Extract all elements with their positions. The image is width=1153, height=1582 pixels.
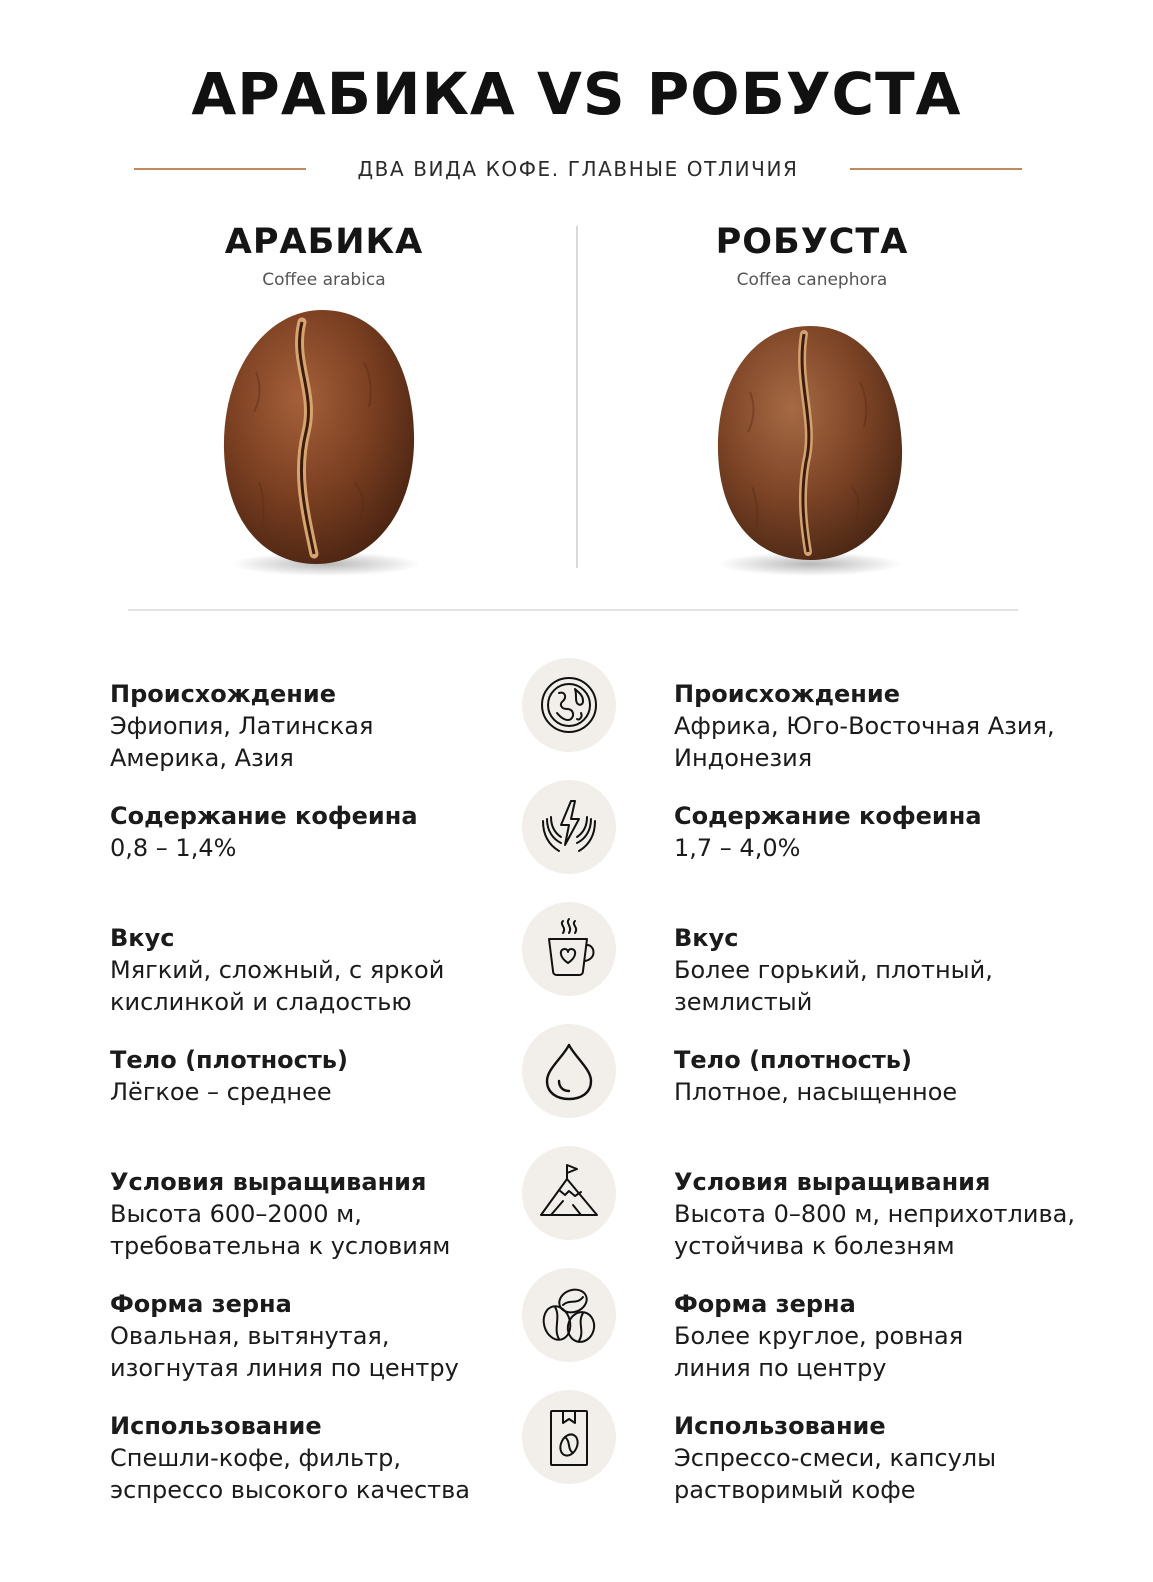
row-value: Высота 0–800 м, неприхотлива, устойчива к болезням	[674, 1200, 1075, 1260]
row-label: Форма зерна	[674, 1290, 856, 1318]
arabica-cell	[110, 1288, 510, 1384]
row-label: Содержание кофеина	[674, 802, 982, 830]
robusta-cell	[674, 1166, 1114, 1262]
row-value: Плотное, насыщенное	[674, 1078, 958, 1106]
row-label: Происхождение	[674, 680, 900, 708]
arabica-cell	[110, 800, 510, 864]
comparison-table	[0, 656, 1153, 1510]
row-value: Мягкий, сложный, с яркой кислинкой и сладостью	[110, 956, 445, 1016]
subtitle-row	[134, 156, 1022, 182]
arabica-latin-name: Coffee arabica	[262, 270, 386, 290]
arabica-cell	[110, 922, 510, 1018]
subtitle-rule-left	[134, 168, 306, 170]
comparison-row	[0, 656, 1153, 778]
row-value: Эфиопия, Латинская Америка, Азия	[110, 712, 374, 772]
row-label: Использование	[674, 1412, 886, 1440]
row-label: Содержание кофеина	[110, 802, 418, 830]
row-value: Высота 600–2000 м, требовательна к условиям	[110, 1200, 451, 1260]
row-value: Более горький, плотный, землистый	[674, 956, 993, 1016]
drop-icon	[522, 1024, 616, 1118]
globe-icon	[522, 658, 616, 752]
comparison-row	[0, 778, 1153, 900]
robusta-cell	[674, 1044, 1114, 1108]
column-divider	[576, 226, 578, 568]
arabica-cell	[110, 1410, 510, 1506]
robusta-name: РОБУСТА	[715, 222, 909, 262]
subtitle: ДВА ВИДА КОФЕ. ГЛАВНЫЕ ОТЛИЧИЯ	[357, 157, 799, 181]
row-label: Форма зерна	[110, 1290, 292, 1318]
row-label: Тело (плотность)	[674, 1046, 912, 1074]
row-value: Более круглое, ровная линия по центру	[674, 1322, 964, 1382]
robusta-cell	[674, 1288, 1114, 1384]
row-value: Эспрессо-смеси, капсулы растворимый кофе	[674, 1444, 997, 1504]
robusta-cell	[674, 678, 1114, 774]
comparison-row	[0, 1266, 1153, 1388]
row-value: 0,8 – 1,4%	[110, 834, 237, 862]
coffee-cup-icon	[522, 902, 616, 996]
arabica-cell	[110, 678, 510, 774]
robusta-latin-name: Coffea canephora	[736, 270, 888, 290]
mountain-flag-icon	[522, 1146, 616, 1240]
robusta-cell	[674, 1410, 1114, 1506]
energy-hands-icon	[522, 780, 616, 874]
coffee-bag-icon	[522, 1390, 616, 1484]
robusta-column	[602, 222, 1022, 592]
comparison-row	[0, 1388, 1153, 1510]
arabica-cell	[110, 1166, 510, 1262]
row-value: 1,7 – 4,0%	[674, 834, 801, 862]
row-value: Овальная, вытянутая, изогнутая линия по центру	[110, 1322, 459, 1382]
row-label: Использование	[110, 1412, 322, 1440]
section-divider	[128, 609, 1018, 611]
comparison-row	[0, 1144, 1153, 1266]
robusta-cell	[674, 922, 1114, 1018]
arabica-cell	[110, 1044, 510, 1108]
row-value: Спешли-кофе, фильтр, эспрессо высокого качества	[110, 1444, 471, 1504]
comparison-row	[0, 1022, 1153, 1144]
arabica-bean-image	[204, 302, 444, 592]
row-label: Условия выращивания	[674, 1168, 991, 1196]
robusta-cell	[674, 800, 1114, 864]
row-value: Лёгкое – среднее	[110, 1078, 332, 1106]
subtitle-rule-right	[850, 168, 1022, 170]
row-label: Вкус	[674, 924, 739, 952]
row-label: Условия выращивания	[110, 1168, 427, 1196]
arabica-column	[114, 222, 534, 592]
row-label: Вкус	[110, 924, 175, 952]
row-label: Тело (плотность)	[110, 1046, 348, 1074]
coffee-beans-icon	[522, 1268, 616, 1362]
arabica-name: АРАБИКА	[224, 222, 424, 262]
row-label: Происхождение	[110, 680, 336, 708]
row-value: Африка, Юго-Восточная Азия, Индонезия	[674, 712, 1055, 772]
comparison-row	[0, 900, 1153, 1022]
robusta-bean-image	[692, 302, 932, 592]
page-title: АРАБИКА VS РОБУСТА	[191, 60, 962, 128]
